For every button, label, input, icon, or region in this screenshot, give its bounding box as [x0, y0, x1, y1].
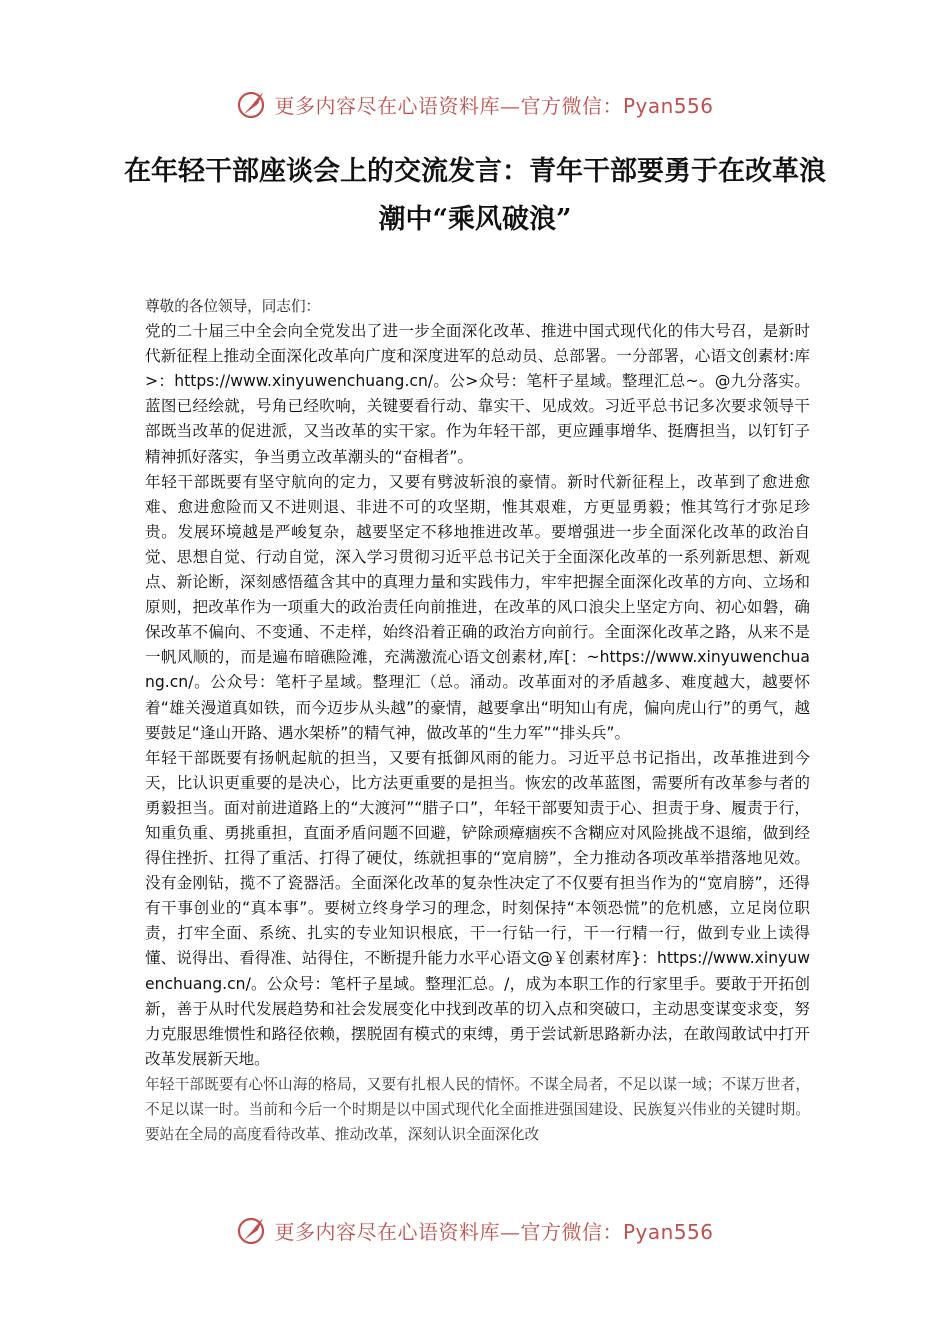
banner-text: 更多内容尽在心语资料库—官方微信：Pyan556	[274, 93, 714, 118]
banner-handle: Pyan556	[622, 93, 714, 118]
banner-handle: Pyan556	[622, 1219, 714, 1244]
greeting: 尊敬的各位领导，同志们：	[145, 298, 321, 315]
paragraph-3: 年轻干部既要有扬帆起航的担当，又要有抵御风雨的能力。习近平总书记指出，改革推进到今天，比认识更重要的是决心，比方法更重要的是担当。恢宏的改革蓝图，需要所有改革参与者的勇毅担当。面对前进道路上的“大渡河”“腊子口”，年轻干部要知责于心、担责于身、履责于行，知重负重、勇挑重担，直面矛盾问题不回避，铲除顽瘴痼疾不含糊应对风险挑战不退缩，做到经得住挫折、扛得了重活、打得了硬仗，练就担事的“宽肩膀”，全力推动各项改革举措落地见效。没有金刚钻，揽不了瓷器活。全面深化改革的复杂性决定了不仅要有担当作为的“宽肩膀”，还得有干事创业的“真本事”。要树立终身学习的理念，时刻保持“本领恐慌”的危机感，立足岗位职责，打牢全面、系统、扎实的专业知识根底，干一行钻一行，干一行精一行，做到专业上读得懂、说得出、看得准、站得住，不断提升能力水平心语文@￥创素材库}：https://www.xinyuwenchuang.cn/。公众号：笔杆子星域。整理汇总。/，成为本职工作的行家里手。要敢于开拓创新，善于从时代发展趋势和社会发展变化中找到改革的切入点和突破口，主动思变谋变求变，努力克服思维惯性和路径依赖，摆脱固有模式的束缚，勇于尝试新思路新办法，在敢闯敢试中打开改革发展新天地。	[145, 748, 810, 1068]
paragraph-1: 党的二十届三中全会向全党发出了进一步全面深化改革、推进中国式现代化的伟大号召，是新时代新征程上推动全面深化改革向广度和深度进军的总动员、总部署。一分部署，心语文创素材:库>：https://www.xinyuwenchuang.cn/。公>众号：笔杆子星域。整理汇总~。@九分落实。蓝图已经绘就，号角已经吹响，关键要看行动、靠实干、见成效。习近平总书记多次要求领导干部既当改革的促进派，又当改革的实干家。作为年轻干部，更应踵事增华、挺膺担当，以钉钉子精神抓好落实，争当勇立改革潮头的“奋楫者”。	[145, 322, 810, 466]
quill-logo-icon	[236, 88, 268, 120]
paragraph-4: 年轻干部既要有心怀山海的格局，又要有扎根人民的情怀。不谋全局者，不足以谋一域；不谋万世者，不足以谋一时。当前和今后一个时期是以中国式现代化全面推进强国建设、民族复兴伟业的关键时期。要站在全局的高度看待改革、推动改革，深刻认识全面深化改	[145, 1075, 810, 1144]
footer-banner	[0, 1210, 950, 1250]
header-banner	[0, 84, 950, 124]
banner-text: 更多内容尽在心语资料库—官方微信：Pyan556	[274, 1219, 714, 1244]
document-title: 在年轻干部座谈会上的交流发言：青年干部要勇于在改革浪潮中“乘风破浪”	[124, 156, 826, 235]
paragraph-2: 年轻干部既要有坚守航向的定力，又要有劈波斩浪的豪情。新时代新征程上，改革到了愈进愈难、愈进愈险而又不进则退、非进不可的攻坚期，惟其艰难，方更显勇毅；惟其笃行才弥足珍贵。发展环境越是严峻复杂，越要坚定不移地推进改革。要增强进一步全面深化改革的政治自觉、思想自觉、行动自觉，深入学习贯彻习近平总书记关于全面深化改革的一系列新思想、新观点、新论断，深刻感悟蕴含其中的真理力量和实践伟力，牢牢把握全面深化改革的方向、立场和原则，把改革作为一项重大的政治责任向前推进，在改革的风口浪尖上坚定方向、初心如磐，确保改革不偏向、不变通、不走样，始终沿着正确的政治方向前行。全面深化改革之路，从来不是一帆风顺的，而是遍布暗礁险滩，充满激流心语文创素材,库[：~https://www.xinyuwenchuang.cn/。公众号：笔杆子星域。整理汇（总。涌动。改革面对的矛盾越多、难度越大，越要怀着“雄关漫道真如铁，而今迈步从头越”的豪情，越要拿出“明知山有虎，偏向虎山行”的勇气，越要鼓足“逢山开路、遇水架桥”的精气神，做改革的“生力军”“排头兵”。	[145, 472, 810, 742]
document-body	[145, 294, 810, 1147]
quill-logo-icon	[236, 1214, 268, 1246]
